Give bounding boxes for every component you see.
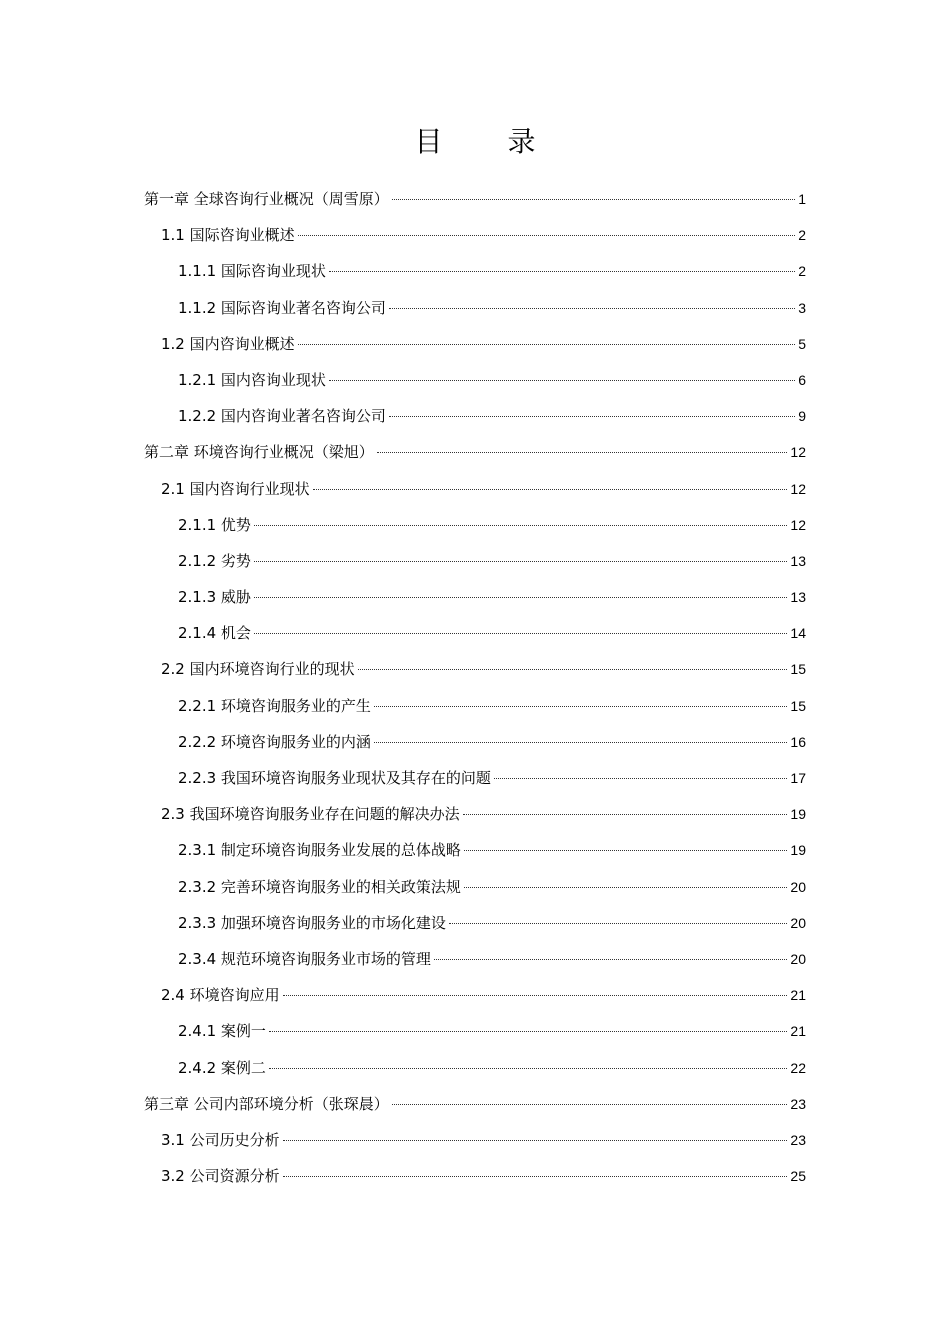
toc-entry-title: 1.2.1 国内咨询业现状 — [178, 370, 326, 389]
toc-entry-page-number: 20 — [790, 914, 806, 931]
toc-dot-leader — [392, 1104, 788, 1105]
toc-dot-leader — [434, 959, 787, 960]
toc-entry-title: 2.1.4 机会 — [178, 624, 251, 643]
toc-entry-page-number: 6 — [798, 371, 806, 388]
toc-entry[interactable] — [144, 651, 806, 687]
toc-entry-page-number: 21 — [790, 987, 806, 1004]
toc-entry-title: 第三章 公司内部环境分析（张琛晨） — [144, 1094, 389, 1113]
toc-dot-leader — [269, 1068, 787, 1069]
toc-entry[interactable] — [144, 977, 806, 1013]
toc-entry[interactable] — [144, 615, 806, 651]
toc-entry[interactable] — [144, 724, 806, 760]
toc-entry[interactable] — [144, 362, 806, 398]
toc-entry-page-number: 25 — [790, 1168, 806, 1185]
toc-entry-page-number: 9 — [798, 408, 806, 425]
toc-entry-title: 2.3.2 完善环境咨询服务业的相关政策法规 — [178, 877, 461, 896]
toc-entry-title: 2.2.1 环境咨询服务业的产生 — [178, 696, 371, 715]
toc-entry[interactable] — [144, 326, 806, 362]
toc-entry-page-number: 19 — [790, 806, 806, 823]
toc-entry-title: 2.2 国内环境咨询行业的现状 — [161, 660, 355, 679]
toc-entry-page-number: 5 — [798, 335, 806, 352]
toc-entry-title: 3.1 公司历史分析 — [161, 1130, 280, 1149]
toc-entry-page-number: 13 — [790, 589, 806, 606]
toc-entry-page-number: 15 — [790, 661, 806, 678]
toc-entry[interactable] — [144, 688, 806, 724]
toc-entry-title: 2.3 我国环境咨询服务业存在问题的解决办法 — [161, 805, 460, 824]
toc-entry-page-number: 14 — [790, 625, 806, 642]
toc-entry-page-number: 20 — [790, 878, 806, 895]
toc-entry-page-number: 16 — [790, 733, 806, 750]
toc-entry-title: 1.2 国内咨询业概述 — [161, 334, 295, 353]
toc-entry-page-number: 2 — [798, 227, 806, 244]
toc-entry[interactable] — [144, 181, 806, 217]
toc-entry[interactable] — [144, 434, 806, 470]
toc-entry-page-number: 13 — [790, 552, 806, 569]
toc-entry-title: 2.1 国内咨询行业现状 — [161, 479, 310, 498]
toc-entry-title: 2.3.4 规范环境咨询服务业市场的管理 — [178, 949, 431, 968]
toc-dot-leader — [374, 706, 787, 707]
toc-entry-page-number: 20 — [790, 950, 806, 967]
toc-entry[interactable] — [144, 290, 806, 326]
toc-dot-leader — [254, 525, 787, 526]
toc-dot-leader — [392, 199, 795, 200]
toc-dot-leader — [463, 814, 788, 815]
toc-entry[interactable] — [144, 1158, 806, 1194]
table-of-contents — [144, 181, 806, 1194]
toc-entry[interactable] — [144, 253, 806, 289]
toc-entry[interactable] — [144, 579, 806, 615]
toc-dot-leader — [254, 597, 787, 598]
toc-entry-page-number: 22 — [790, 1059, 806, 1076]
toc-dot-leader — [464, 850, 787, 851]
toc-dot-leader — [449, 923, 787, 924]
toc-entry-title: 3.2 公司资源分析 — [161, 1167, 280, 1186]
toc-entry-page-number: 21 — [790, 1023, 806, 1040]
toc-entry-page-number: 15 — [790, 697, 806, 714]
toc-entry[interactable] — [144, 941, 806, 977]
toc-entry-title: 2.1.1 优势 — [178, 515, 251, 534]
toc-entry[interactable] — [144, 796, 806, 832]
toc-entry-page-number: 12 — [790, 516, 806, 533]
toc-entry-title: 第二章 环境咨询行业概况（梁旭） — [144, 443, 374, 462]
toc-entry-page-number: 17 — [790, 770, 806, 786]
toc-entry-page-number: 19 — [790, 842, 806, 859]
toc-dot-leader — [254, 561, 787, 562]
toc-entry[interactable] — [144, 1122, 806, 1158]
toc-entry-title: 2.4.2 案例二 — [178, 1058, 266, 1077]
toc-entry-title: 2.4.1 案例一 — [178, 1022, 266, 1041]
toc-entry[interactable] — [144, 1050, 806, 1086]
toc-entry[interactable] — [144, 217, 806, 253]
toc-entry[interactable] — [144, 905, 806, 941]
toc-entry-title: 2.1.2 劣势 — [178, 551, 251, 570]
toc-entry-title: 2.1.3 威胁 — [178, 588, 251, 607]
toc-entry-title: 第一章 全球咨询行业概况（周雪原） — [144, 190, 389, 208]
toc-entry-title: 1.1.1 国际咨询业现状 — [178, 262, 326, 281]
toc-dot-leader — [389, 416, 795, 417]
toc-entry[interactable] — [144, 471, 806, 507]
toc-entry-title: 2.3.3 加强环境咨询服务业的市场化建设 — [178, 913, 446, 932]
toc-entry[interactable] — [144, 398, 806, 434]
toc-dot-leader — [298, 235, 796, 236]
toc-entry-title: 2.2.3 我国环境咨询服务业现状及其存在的问题 — [178, 769, 491, 787]
toc-entry-title: 2.3.1 制定环境咨询服务业发展的总体战略 — [178, 841, 461, 860]
toc-dot-leader — [313, 489, 788, 490]
toc-dot-leader — [329, 271, 795, 272]
toc-dot-leader — [494, 778, 787, 779]
toc-dot-leader — [464, 887, 787, 888]
toc-entry-page-number: 3 — [798, 299, 806, 316]
toc-entry-page-number: 12 — [790, 444, 806, 461]
toc-dot-leader — [283, 1140, 788, 1141]
toc-entry-title: 1.2.2 国内咨询业著名咨询公司 — [178, 407, 386, 426]
toc-dot-leader — [389, 308, 795, 309]
toc-entry[interactable] — [144, 832, 806, 868]
toc-entry-page-number: 12 — [790, 480, 806, 497]
toc-entry-page-number: 23 — [790, 1095, 806, 1112]
toc-entry[interactable] — [144, 543, 806, 579]
toc-entry[interactable] — [144, 1086, 806, 1122]
toc-entry[interactable] — [144, 869, 806, 905]
toc-dot-leader — [254, 633, 787, 634]
toc-entry[interactable] — [144, 507, 806, 543]
toc-entry[interactable] — [144, 760, 806, 796]
toc-entry-title: 2.2.2 环境咨询服务业的内涵 — [178, 732, 371, 751]
toc-dot-leader — [269, 1031, 787, 1032]
toc-dot-leader — [329, 380, 795, 381]
toc-entry-page-number: 1 — [798, 191, 806, 207]
toc-entry-title: 1.1 国际咨询业概述 — [161, 226, 295, 245]
toc-dot-leader — [298, 344, 796, 345]
toc-dot-leader — [283, 1176, 788, 1177]
toc-entry-title: 2.4 环境咨询应用 — [161, 986, 280, 1005]
toc-dot-leader — [377, 452, 788, 453]
toc-entry-page-number: 23 — [790, 1131, 806, 1148]
toc-dot-leader — [358, 669, 788, 670]
toc-entry-page-number: 2 — [798, 263, 806, 280]
toc-dot-leader — [374, 742, 787, 743]
toc-dot-leader — [283, 995, 788, 996]
toc-entry-title: 1.1.2 国际咨询业著名咨询公司 — [178, 298, 386, 317]
toc-entry[interactable] — [144, 1013, 806, 1049]
page-title: 目 录 — [414, 125, 564, 158]
